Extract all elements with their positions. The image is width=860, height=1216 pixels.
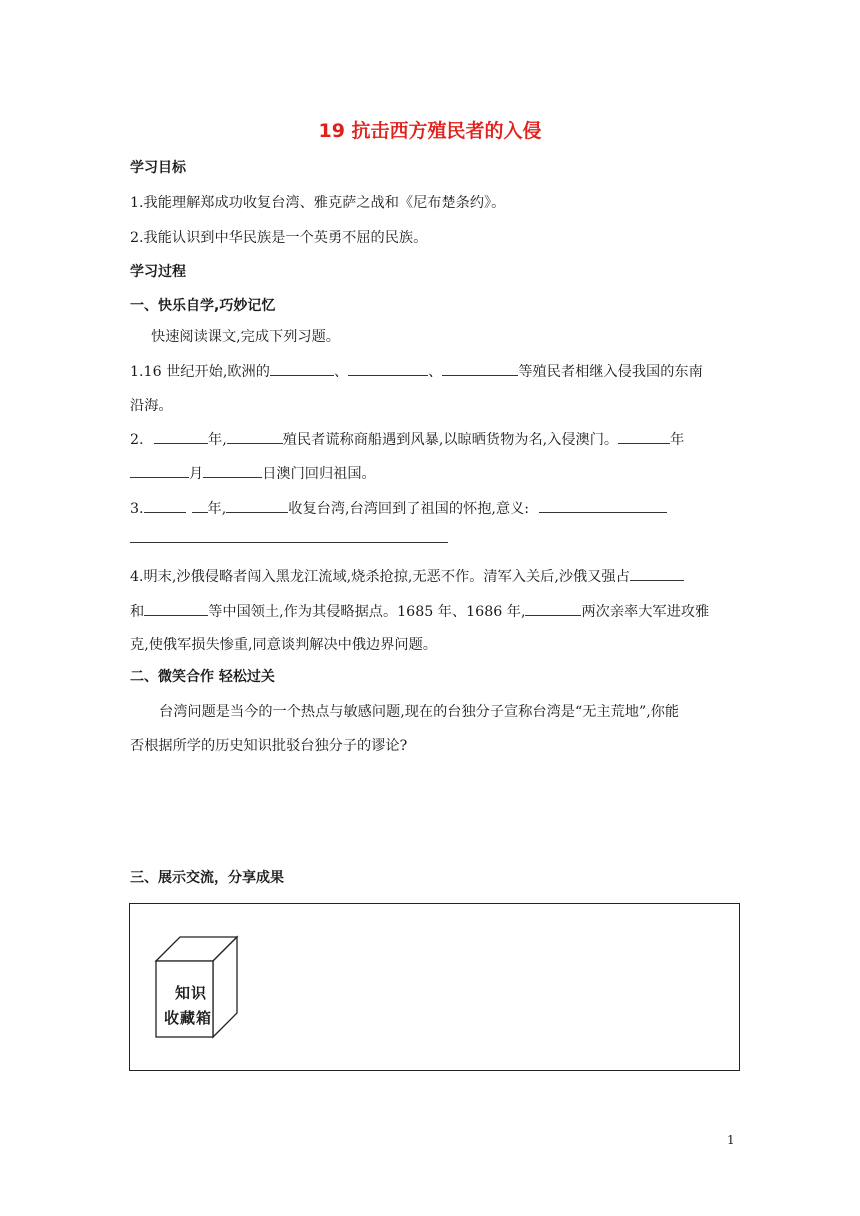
blank-field[interactable] [618,431,670,444]
blank-field[interactable] [130,465,189,478]
blank-field[interactable] [348,363,428,376]
blank-field[interactable] [539,500,667,513]
blank-field[interactable] [203,465,262,478]
blank-field[interactable] [630,568,684,581]
q4-text-d: 两次亲率大军进攻雅 [581,604,710,620]
q2-text-d: 年 [670,432,685,448]
q2-text-f: 日澳门回归祖国。 [262,466,376,482]
section2-paragraph-line2: 否根据所学的历史知识批驳台独分子的谬论? [130,738,408,754]
q4-text-c: 等中国领土,作为其侵略据点。1685 年、1686 年, [208,604,526,620]
q1-text-a: 1.16 世纪开始,欧洲的 [130,364,270,380]
blank-field[interactable] [525,603,581,616]
goals-heading: 学习目标 [130,160,186,176]
blank-field[interactable] [192,500,208,513]
blank-field[interactable] [144,603,208,616]
answer-line[interactable] [130,542,448,543]
q1-text-c: 、 [428,364,443,380]
question-4-line2 [130,601,709,621]
cube-label-line2: 收藏箱 [164,1009,213,1027]
blank-field[interactable] [442,363,518,376]
goal-item-2: 2.我能认识到中华民族是一个英勇不屈的民族。 [130,230,428,246]
process-heading: 学习过程 [130,264,186,280]
question-1-line2: 沿海。 [130,398,173,414]
q3-text-b: 年, [207,501,227,517]
question-2-line1 [130,429,684,449]
q2-text-b: 年, [208,432,227,448]
q3-text-a: 3. [130,501,144,517]
question-2-line2 [130,463,376,483]
q1-text-d: 等殖民者相继入侵我国的东南 [518,364,703,380]
page-number: 1 [727,1133,735,1147]
q2-text-e: 月 [189,466,204,482]
blank-field[interactable] [270,363,334,376]
section1-intro: 快速阅读课文,完成下列习题。 [151,329,340,345]
cube-label-line1: 知识 [175,984,208,1002]
section2-paragraph-line1: 台湾问题是当今的一个热点与敏感问题,现在的台独分子宣称台湾是“无主荒地”,你能 [159,704,680,720]
section2-heading: 二、微笑合作 轻松过关 [130,669,275,685]
question-4-line3: 克,使俄军损失惨重,同意谈判解决中俄边界问题。 [130,637,437,653]
q1-text-b: 、 [333,364,349,380]
question-4-line1 [130,566,684,586]
goal-item-1: 1.我能理解郑成功收复台湾、雅克萨之战和《尼布楚条约》。 [130,195,506,211]
q2-text-a: 2. [130,432,149,448]
page-title: 19 抗击西方殖民者的入侵 [318,120,542,142]
blank-field[interactable] [227,431,283,444]
section1-heading: 一、快乐自学,巧妙记忆 [130,298,276,314]
q4-text-a: 4.明末,沙俄侵略者闯入黑龙江流域,烧杀抢掠,无恶不作。清军入关后,沙俄又强占 [130,569,630,585]
question-3-line1 [130,498,667,518]
q2-text-c: 殖民者谎称商船遇到风暴,以晾晒货物为名,入侵澳门。 [282,432,619,448]
question-1-line1 [130,361,703,381]
q4-text-b: 和 [130,604,145,620]
blank-field[interactable] [154,431,208,444]
section3-heading: 三、展示交流，分享成果 [130,870,284,886]
q3-text-c: 收复台湾,台湾回到了祖国的怀抱,意义: [288,501,530,517]
blank-field[interactable] [144,500,186,513]
blank-field[interactable] [226,500,288,513]
